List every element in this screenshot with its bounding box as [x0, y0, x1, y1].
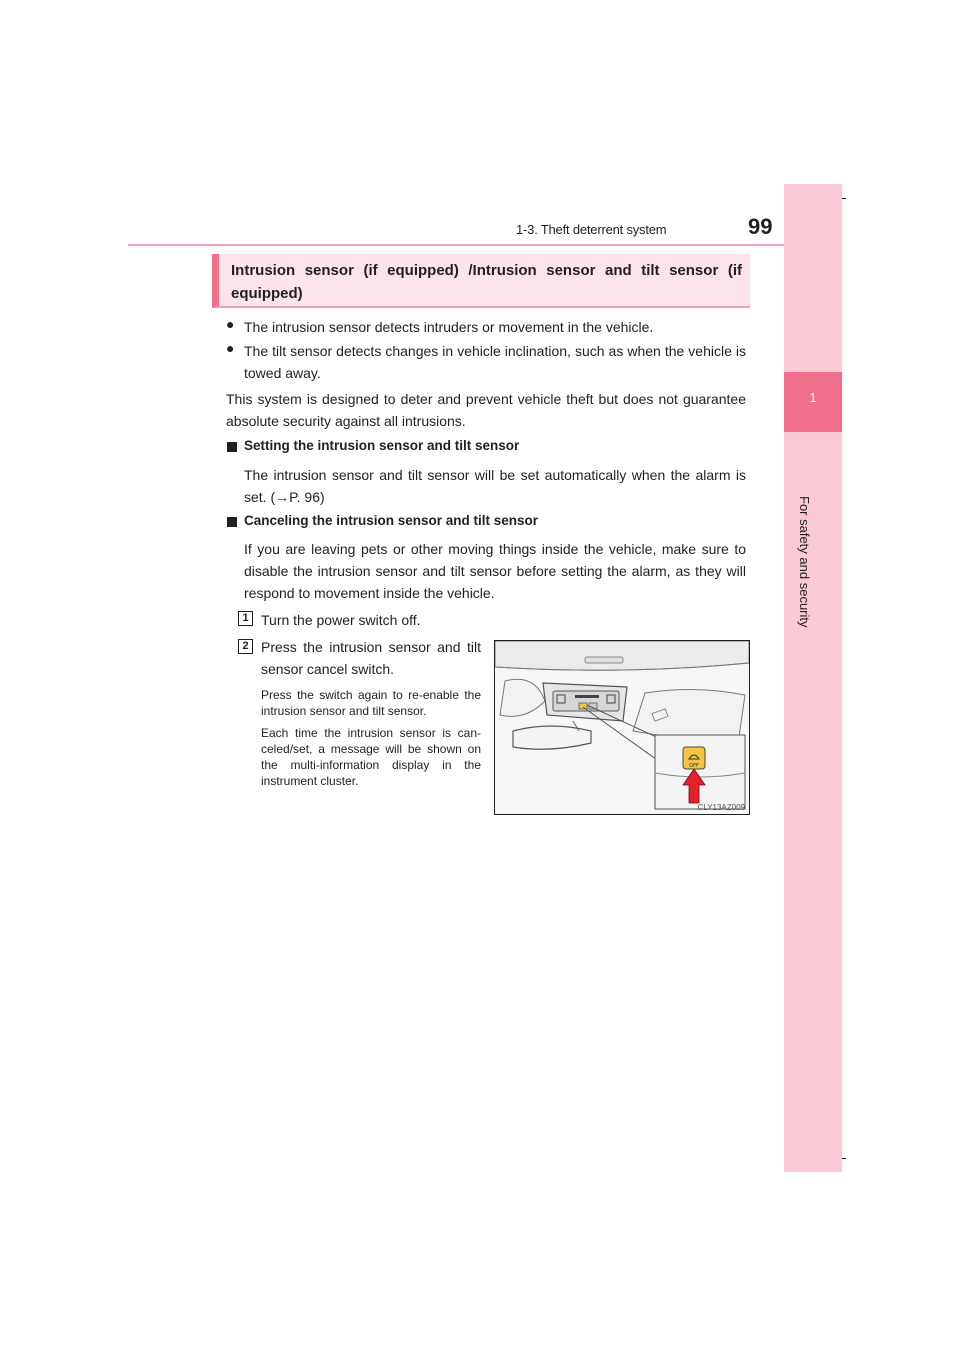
- note-text: Press the switch again to re-enable the intrusion sensor and tilt sensor.: [261, 688, 481, 718]
- canceling-text: If you are leaving pets or other moving things inside the vehicle, make sure to disable the intrusion sensor and tilt sensor before setting the alarm, as they will respond to movement inside the vehicle.: [244, 541, 746, 601]
- bullet-icon: ●: [226, 316, 235, 332]
- square-bullet-icon: [227, 517, 237, 527]
- page-number: 99: [748, 214, 773, 239]
- bullet-text: The intrusion sensor detects intruders or movement in the vehicle.: [244, 319, 654, 335]
- bullet-icon: ●: [226, 340, 235, 356]
- header-rule: [128, 244, 842, 246]
- canceling-title: Canceling the intrusion sensor and tilt sensor: [244, 513, 539, 528]
- intro-paragraph: This system is designed to deter and prevent vehicle theft but does not guarantee absolute security against all intrusions.: [226, 391, 746, 429]
- setting-text: The intrusion sensor and tilt sensor will be set automatically when the alarm is set. (→P. 96): [244, 467, 746, 505]
- chapter-number: 1: [809, 390, 817, 405]
- overhead-console-illustration: [494, 640, 750, 815]
- note-text: Each time the intrusion sensor is can-celed/set, a message will be shown on the multi-information display in the instrument cluster.: [261, 726, 481, 788]
- overhead-console-drawing: [495, 641, 749, 814]
- step-number-2: 2: [238, 639, 253, 654]
- figure-code: CLY13AZ009: [697, 803, 745, 812]
- running-header: 1-3. Theft deterrent system: [516, 222, 667, 237]
- square-bullet-icon: [227, 442, 237, 452]
- step-number-1: 1: [238, 611, 253, 626]
- chapter-title: For safety and security: [797, 496, 812, 628]
- chapter-side-tab: [784, 184, 842, 1172]
- section-heading-box: [212, 254, 750, 308]
- chapter-number-tab: [784, 372, 842, 432]
- svg-text:OFF: OFF: [689, 763, 699, 769]
- section-heading: Intrusion sensor (if equipped) /Intrusion sensor and tilt sensor (if equipped): [231, 262, 742, 302]
- step-text-2: Press the intrusion sensor and tilt sensor cancel switch.: [261, 639, 481, 677]
- step-text-1: Turn the power switch off.: [261, 612, 421, 628]
- bullet-text: The tilt sensor detects changes in vehicle inclination, such as when the vehicle is towed away.: [244, 343, 746, 381]
- setting-title: Setting the intrusion sensor and tilt sensor: [244, 438, 520, 453]
